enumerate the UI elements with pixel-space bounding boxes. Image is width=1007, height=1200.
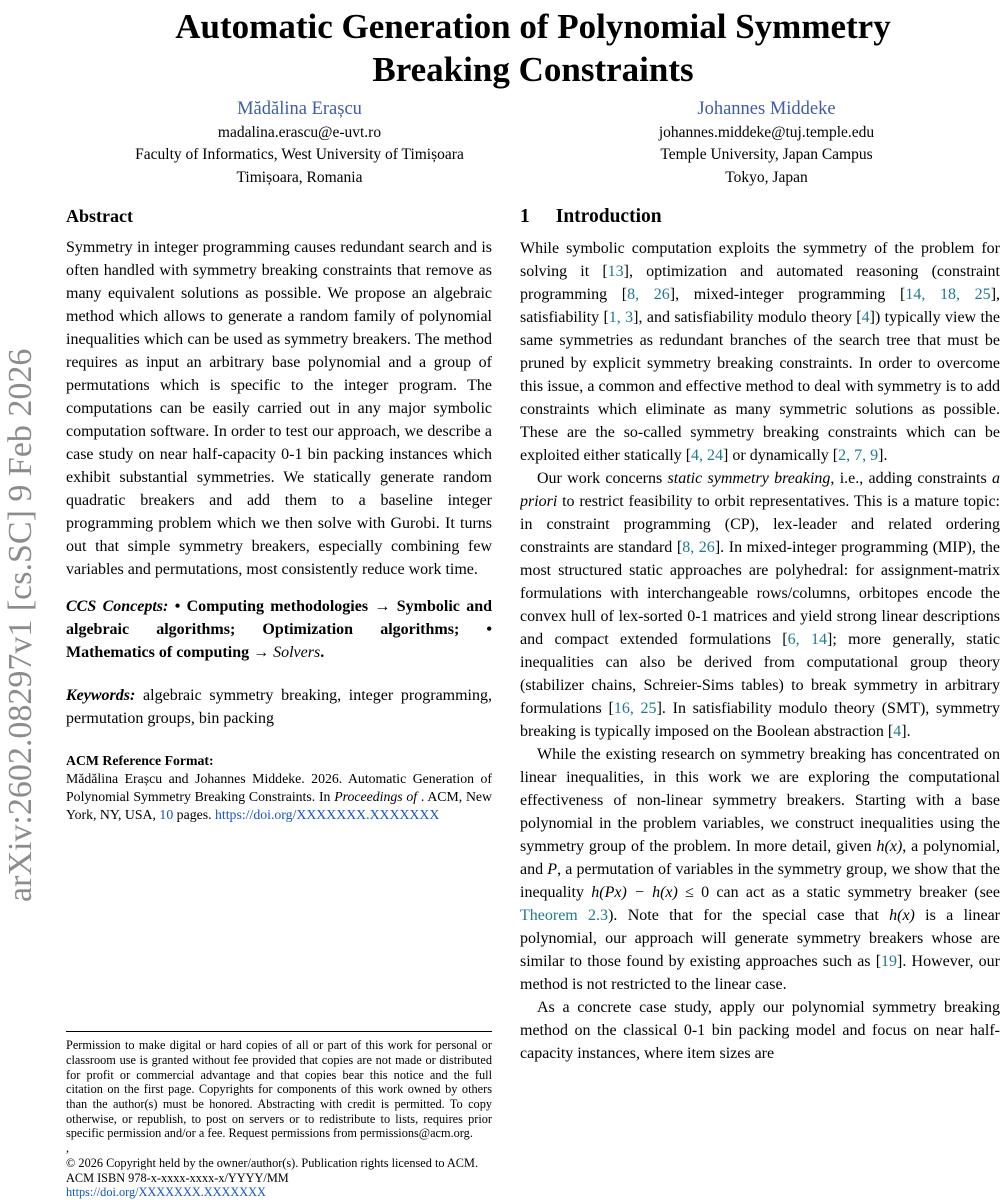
citation-link[interactable]: 14, 18, 25 xyxy=(905,286,991,303)
intro-paragraph-3: While the existing research on symmetry breaking has concentrated on linear inequalities, in this work we are exploring the computational effectiveness of non-linear symmetry breakers. Starting with a base polynomial in the problem variables, we construct inequalities using the symmetry group of the problem. In more detail, given h(x), a polynomial, and P, a permutation of variables in the symmetry group, we show that the inequality h(Px) − h(x) ≤ 0 can act as a static symmetry breaker (see Theorem 2.3). Note that for the special case that h(x) is a linear polynomial, our approach will generate symmetry breakers whose are similar to those found by existing approaches such as [19]. However, our method is not restricted to the linear case. xyxy=(520,746,1000,993)
acm-reference-heading: ACM Reference Format: xyxy=(66,753,214,768)
left-column xyxy=(66,205,492,1200)
copyright-footnote xyxy=(66,1031,492,1200)
author-1-location: Timișoara, Romania xyxy=(236,168,363,186)
author-2-affiliation: Temple University, Japan Campus xyxy=(660,146,873,164)
keywords: Keywords: algebraic symmetry breaking, integer programming, permutation groups, bin packing xyxy=(66,687,492,727)
paper-title-line2: Breaking Constraints xyxy=(372,50,694,89)
citation-link[interactable]: 6, 14 xyxy=(787,631,827,648)
author-1-email: madalina.erascu@e-uvt.ro xyxy=(217,124,382,141)
url-link[interactable]: https://doi.org/XXXXXXX.XXXXXXX xyxy=(214,807,440,822)
author-2-location: Tokyo, Japan xyxy=(725,168,808,186)
paper-title xyxy=(66,5,1000,91)
author-2-name[interactable]: Johannes Middeke xyxy=(697,99,836,119)
citation-link[interactable]: 2, 7, 9 xyxy=(838,447,879,464)
author-block xyxy=(66,97,1000,189)
section-1-number: 1 xyxy=(520,206,530,227)
isbn-text: ACM ISBN 978-x-xxxx-xxxx-x/YYYY/MM xyxy=(66,1170,289,1185)
right-column xyxy=(520,205,1000,1200)
intro-paragraph-1: While symbolic computation exploits the symmetry of the problem for solving it [13], optimization and automated reasoning (constraint programming [8, 26], mixed-integer programming [14, 18, 25], satisfiability [1, 3], and satisfiability modulo theory [4]) typically view the same symmetries as redundant branches of the search tree that must be pruned by explicit symmetry breaking constraints. In order to overcome this issue, a common and effective method to deal with symmetry is to add constraints which eliminate as many symmetric solutions as possible. These are the so-called symmetry breaking constraints which can be exploited either statically [4, 24] or dynamically [2, 7, 9]. xyxy=(520,240,1000,464)
citation-link[interactable]: 4, 24 xyxy=(691,447,724,464)
author-1-affiliation: Faculty of Informatics, West University of Timișoara xyxy=(135,146,464,164)
abstract-text: Symmetry in integer programming causes redundant search and is often handled with symmetry breaking constraints that remove as many equivalent solutions as possible. We propose an algebraic method which allows to generate a random family of polynomial inequalities which can be used as symmetry breakers. The method requires as input an arbitrary base polynomial and a group of permutations which is specific to the integer program. The computations can be easily carried out in any major symbolic computation software. In order to test our approach, we describe a case study on near half-capacity 0-1 bin packing instances which exhibit substantial symmetries. We statically generate random quadratic breakers and add them to a baseline integer programming problem which we then solve with Gurobi. It turns out that simple symmetry breakers, especially combining few variables and permutations, most consistently reduce work time. xyxy=(66,239,492,578)
acm-reference-text: Mădălina Erașcu and Johannes Middeke. 2026. Automatic Generation of Polynomial Symmetry Breaking Constraints. In Proceedings of . ACM, New York, NY, USA, 10 pages. https://doi.org/XXXXXXX.XXXXXXX xyxy=(66,771,492,822)
section-1-heading xyxy=(520,206,1000,228)
cross-reference-link[interactable]: Theorem 2.3 xyxy=(520,907,609,924)
paper-title-line1: Automatic Generation of Polynomial Symmetry xyxy=(175,7,891,46)
intro-paragraph-4: As a concrete case study, apply our polynomial symmetry breaking method on the classical 0-1 bin packing model and focus on near half-capacity instances, where item sizes are xyxy=(520,999,1000,1062)
author-2-email: johannes.middeke@tuj.temple.edu xyxy=(658,124,875,141)
citation-link[interactable]: 16, 25 xyxy=(613,700,657,717)
author-2 xyxy=(533,97,1000,189)
arxiv-watermark: arXiv:2602.08297v1 [cs.SC] 9 Feb 2026 xyxy=(2,348,39,902)
url-link[interactable]: 10 xyxy=(159,807,174,822)
intro-paragraph-2: Our work concerns static symmetry breaking, i.e., adding constraints a priori to restrict feasibility to orbit representatives. This is a mature topic: in constraint programming (CP), lex-leader and related ordering constraints are standard [8, 26]. In mixed-integer programming (MIP), the most structured static approaches are polyhedral: for assignment-matrix formulations with interchangeable rows/columns, orbitopes encode the convex hull of lex-sorted 0-1 matrices and yield strong linear descriptions and compact extended formulations [6, 14]; more generally, static inequalities can also be derived from computational group theory (stabilizer chains, Schreier-Sims tables) to break symmetry in arbitrary formulations [16, 25]. In satisfiability modulo theory (SMT), symmetry breaking is typically imposed on the Boolean abstraction [4]. xyxy=(520,470,1000,740)
ccs-concepts: CCS Concepts: • Computing methodologies → Symbolic and algebraic algorithms; Optimization algorithms; • Mathematics of computing → Solvers. xyxy=(66,598,492,661)
copyright-text: © 2026 Copyright held by the owner/author(s). Publication rights licensed to ACM. xyxy=(66,1155,479,1170)
citation-link[interactable]: 1, 3 xyxy=(608,309,634,326)
citation-link[interactable]: 4 xyxy=(861,309,870,326)
citation-link[interactable]: 8, 26 xyxy=(682,539,715,556)
author-1 xyxy=(66,97,533,189)
footnote-comma: , xyxy=(66,1141,70,1156)
citation-link[interactable]: 13 xyxy=(607,263,624,280)
citation-link[interactable]: 4 xyxy=(893,723,902,740)
footnote-rule xyxy=(66,1031,492,1032)
permission-text: Permission to make digital or hard copies of all or part of this work for personal or classroom use is granted without fee provided that copies are not made or distributed for profit or commercial advantage and that copies bear this notice and the full citation on the first page. Copyrights for components of this work owned by others than the author(s) must be honored. Abstracting with credit is permitted. To copy otherwise, or republish, to post on servers or to redistribute to lists, requires prior specific permission and/or a fee. Request permissions from permissions@acm.org. xyxy=(66,1038,492,1141)
doi-link[interactable]: https://doi.org/XXXXXXX.XXXXXXX xyxy=(66,1185,266,1200)
author-1-name[interactable]: Mădălina Erașcu xyxy=(237,99,362,119)
citation-link[interactable]: 19 xyxy=(881,953,898,970)
section-1-title: Introduction xyxy=(555,206,662,227)
abstract-heading: Abstract xyxy=(66,206,133,226)
citation-link[interactable]: 8, 26 xyxy=(627,286,670,303)
